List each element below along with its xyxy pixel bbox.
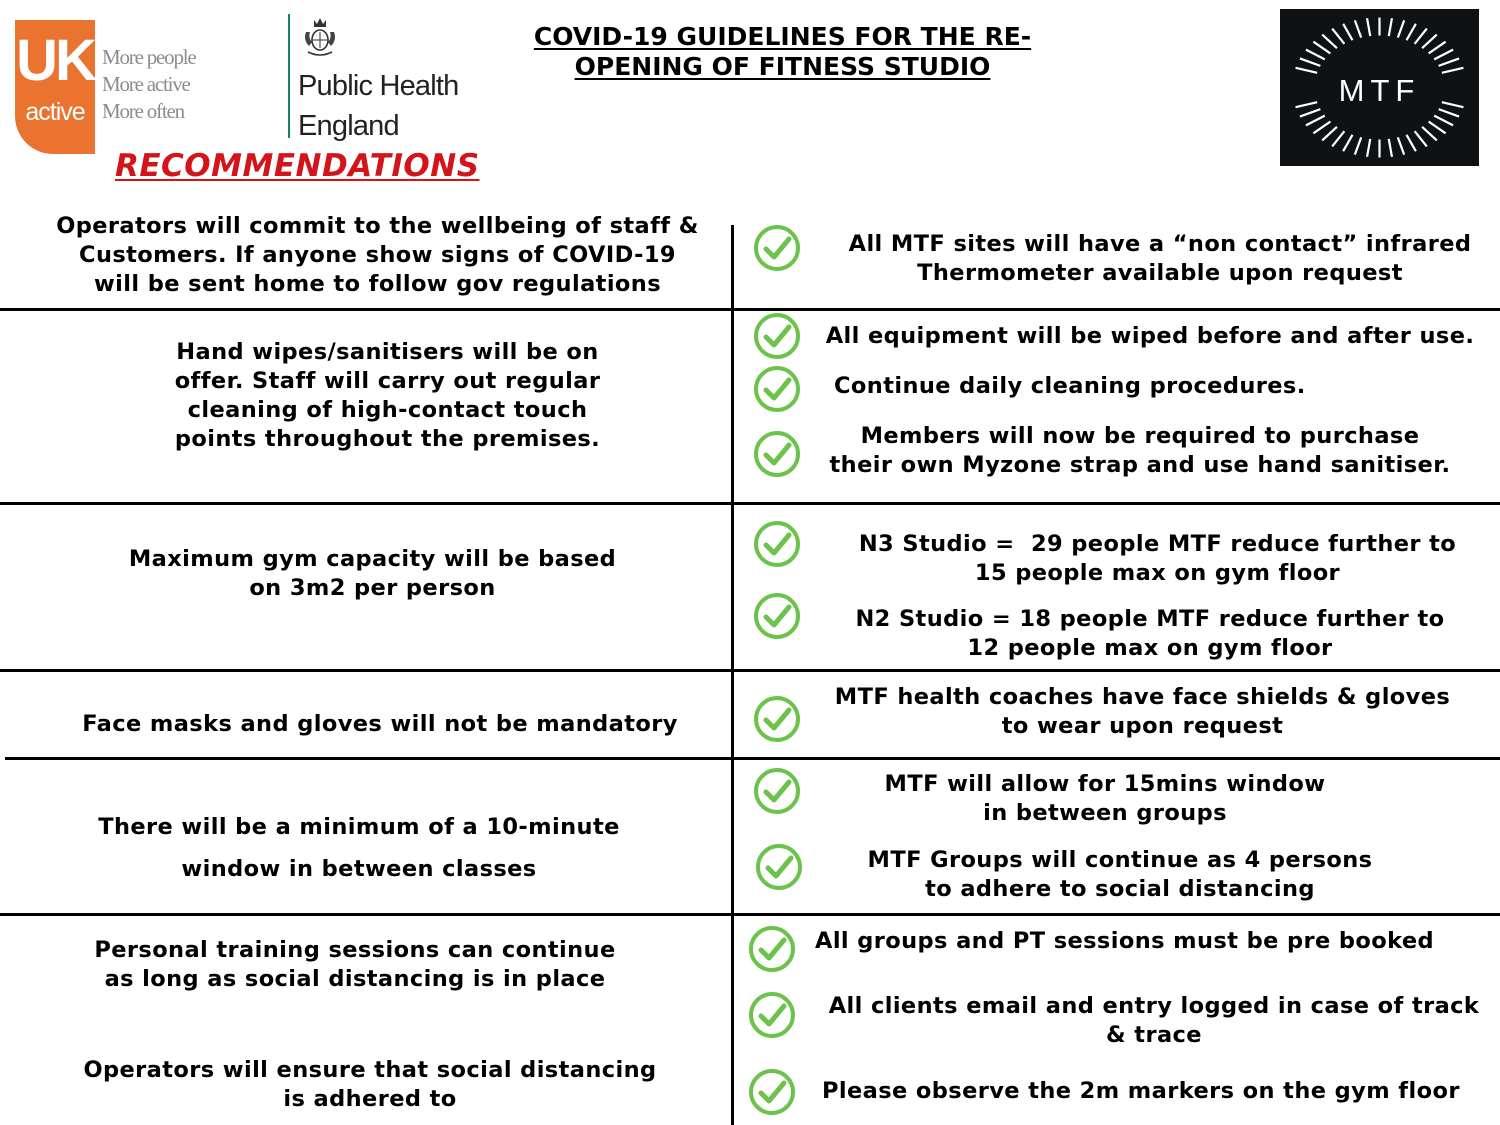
mtf-measure-text: [815, 530, 1500, 588]
mtf-measure-text: [820, 846, 1420, 904]
ukactive-tagline-line: More active: [102, 72, 190, 96]
mtf-logo-ray: [1398, 20, 1404, 37]
guideline-text: [0, 936, 710, 994]
mtf-measure-line: All MTF sites will have a “non contact” infrared: [848, 231, 1472, 257]
mtf-measure-text: [805, 322, 1495, 351]
ukactive-logo: [15, 20, 95, 154]
mtf-measure-line: All clients email and entry logged in case of track: [828, 993, 1480, 1019]
mtf-logo-ray: [1300, 109, 1320, 116]
check-circle-icon: [755, 843, 803, 891]
mtf-measure-line: MTF Groups will continue as 4 persons: [867, 847, 1373, 873]
mtf-measure-line: & trace: [1106, 1022, 1202, 1048]
check-circle-icon: [748, 1068, 796, 1116]
mtf-logo-ray: [1439, 109, 1459, 116]
guideline-text: [20, 545, 725, 603]
mtf-logo-ray: [1306, 50, 1325, 60]
guideline-line: Hand wipes/sanitisers will be on: [176, 339, 599, 365]
phe-logo-line: England: [298, 110, 399, 142]
guideline-line: Operators will ensure that social distancing: [83, 1057, 657, 1083]
guideline-line: Face masks and gloves will not be mandatory: [82, 711, 678, 737]
check-circle-icon: [753, 365, 801, 413]
mtf-measure-line: Continue daily cleaning procedures.: [834, 373, 1306, 399]
mtf-logo-ray: [1343, 135, 1352, 151]
ukactive-tagline-line: More people: [102, 45, 196, 69]
mtf-measure-text: [805, 422, 1475, 480]
guideline-line: is adhered to: [283, 1086, 457, 1112]
ukactive-logo-uk: UK: [16, 28, 94, 93]
row-divider: [734, 308, 1500, 311]
mtf-logo: [1280, 9, 1479, 166]
row-divider: [0, 913, 1500, 916]
guideline-line: Maximum gym capacity will be based: [128, 546, 617, 572]
guideline-line: Customers. If anyone show signs of COVID-19: [79, 242, 676, 268]
mtf-measure-line: N2 Studio = 18 people MTF reduce further to: [855, 606, 1445, 632]
recommendations-heading: RECOMMENDATIONS: [115, 148, 480, 184]
mtf-measure-line: 15 people max on gym floor: [974, 560, 1341, 586]
guideline-text: [30, 710, 730, 739]
guideline-line: offer. Staff will carry out regular: [174, 368, 601, 394]
mtf-measure-line: MTF health coaches have face shields & gloves: [834, 684, 1451, 710]
mtf-logo-ray: [1355, 137, 1361, 154]
guideline-text: [30, 338, 745, 454]
phe-logo-rule: [288, 14, 290, 138]
guideline-line: Operators will commit to the wellbeing of staff &: [56, 213, 699, 239]
mtf-logo-ray: [1422, 127, 1437, 141]
guideline-text: [30, 1056, 710, 1114]
row-divider: [5, 757, 1500, 760]
mtf-logo-ray: [1343, 24, 1352, 40]
mtf-logo-ray: [1389, 18, 1392, 36]
row-divider: [0, 669, 1500, 672]
mtf-measure-line: to adhere to social distancing: [925, 876, 1315, 902]
mtf-logo-ray: [1415, 29, 1427, 44]
mtf-logo-ray: [1322, 127, 1337, 141]
mtf-measure-text: [820, 230, 1500, 288]
mtf-logo-ray: [1429, 122, 1446, 134]
guideline-text: [0, 806, 718, 890]
check-circle-icon: [753, 695, 801, 743]
mtf-measure-line: All groups and PT sessions must be pre booked: [815, 928, 1435, 954]
guideline-text: [25, 212, 730, 299]
mtf-logo-ray: [1439, 58, 1459, 65]
mtf-measure-line: to wear upon request: [1001, 713, 1284, 739]
mtf-measure-line: Members will now be required to purchase: [860, 423, 1420, 449]
mtf-logo-ray: [1300, 58, 1320, 65]
mtf-measure-line: N3 Studio = 29 people MTF reduce further to: [858, 531, 1457, 557]
mtf-logo-ray: [1429, 42, 1446, 54]
check-circle-icon: [753, 430, 801, 478]
mtf-logo-ray: [1313, 122, 1330, 134]
check-circle-icon: [748, 991, 796, 1039]
mtf-measure-text: [822, 1077, 1460, 1106]
mtf-logo-ray: [1306, 116, 1325, 126]
mtf-measure-text: [820, 770, 1390, 828]
mtf-measure-text: [805, 683, 1480, 741]
mtf-logo-ray: [1332, 131, 1344, 146]
guideline-line: on 3m2 per person: [249, 575, 496, 601]
mtf-logo-ray: [1434, 116, 1453, 126]
row-divider: [0, 308, 731, 311]
mtf-logo-ray: [1407, 24, 1416, 40]
mtf-measure-line: All equipment will be wiped before and after use.: [825, 323, 1475, 349]
guideline-line: points throughout the premises.: [174, 426, 601, 452]
mtf-logo-ray: [1407, 135, 1416, 151]
mtf-logo-text: MTF: [1338, 73, 1421, 108]
check-circle-icon: [753, 312, 801, 360]
mtf-logo-ray: [1367, 139, 1370, 157]
mtf-measure-text: [805, 992, 1500, 1050]
mtf-logo-ray: [1398, 137, 1404, 154]
mtf-measure-line: 12 people max on gym floor: [967, 635, 1333, 661]
page-title-line: COVID-19 GUIDELINES FOR THE RE-: [533, 22, 1032, 51]
mtf-logo-ray: [1322, 35, 1337, 49]
guideline-line: as long as social distancing is in place: [104, 966, 606, 992]
mtf-logo-ray: [1332, 29, 1344, 44]
check-circle-icon: [748, 925, 796, 973]
check-circle-icon: [753, 224, 801, 272]
guideline-line: There will be a minimum of a 10-minute: [98, 814, 620, 840]
mtf-logo-ray: [1389, 139, 1392, 157]
mtf-measure-line: MTF will allow for 15mins window: [884, 771, 1326, 797]
mtf-logo-ray: [1313, 42, 1330, 54]
ukactive-tagline: [102, 44, 212, 125]
mtf-measure-text: [815, 927, 1434, 956]
mtf-measure-line: Thermometer available upon request: [917, 260, 1403, 286]
page-title-line: OPENING OF FITNESS STUDIO: [574, 52, 991, 81]
guideline-line: Personal training sessions can continue: [94, 937, 616, 963]
mtf-logo-ray: [1355, 20, 1361, 37]
mtf-measure-line: Please observe the 2m markers on the gym floor: [822, 1078, 1460, 1104]
mtf-logo-ray: [1367, 18, 1370, 36]
phe-logo-text: [298, 66, 468, 146]
royal-crest-icon: [300, 16, 340, 58]
guideline-line: cleaning of high-contact touch: [187, 397, 588, 423]
row-divider: [0, 502, 1500, 505]
page-title: [510, 22, 1055, 82]
mtf-measure-text: [810, 605, 1490, 663]
check-circle-icon: [753, 592, 801, 640]
mtf-measure-text: [834, 372, 1306, 401]
mtf-measure-line: in between groups: [983, 800, 1227, 826]
mtf-measure-line: their own Myzone strap and use hand sanitiser.: [829, 452, 1451, 478]
mtf-logo-ray: [1434, 50, 1453, 60]
guideline-line: will be sent home to follow gov regulations: [94, 271, 661, 297]
mtf-logo-ray: [1422, 35, 1437, 49]
check-circle-icon: [753, 767, 801, 815]
ukactive-logo-active: active: [25, 98, 85, 126]
phe-logo-line: Public Health: [298, 70, 459, 102]
guideline-line: window in between classes: [181, 856, 537, 882]
ukactive-tagline-line: More often: [102, 99, 184, 123]
check-circle-icon: [753, 520, 801, 568]
mtf-logo-ray: [1415, 131, 1427, 146]
